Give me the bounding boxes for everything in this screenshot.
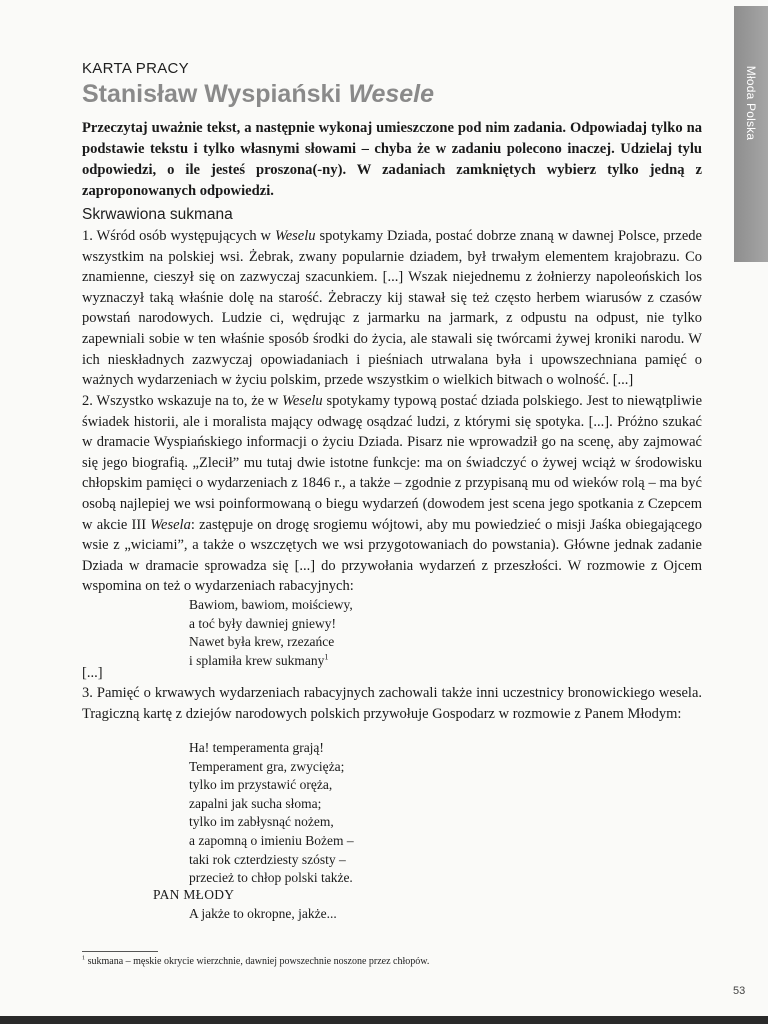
instructions: Przeczytaj uważnie tekst, a następnie wykonaj umieszczone pod nim zadania. Odpowiadaj tylko na podstawie tekstu i tylko własnymi słowami – chyba że w zadaniu polecono inaczej. Udzielaj tylu odpowiedzi, o ile jesteś proszona(-ny). W zadaniach zamkniętych wybierz tylko jedną z zaproponowanych odpowiedzi. <box>82 120 702 199</box>
work-title-inline: Wesela <box>150 516 191 533</box>
footnote-text: sukmana – męskie okrycie wierzchnie, dawniej powszechnie noszone przez chłopów. <box>87 956 430 967</box>
work-title-inline: Weselu <box>282 393 323 409</box>
verse-line: a zapomną o imieniu Bożem – <box>189 832 354 848</box>
title-work: Wesele <box>348 80 435 108</box>
verse-line: przecież to chłop polski także. <box>189 870 353 886</box>
verse-line: i splamiła krew sukmany <box>189 652 325 668</box>
page-edge-shadow <box>0 1016 768 1024</box>
page-number: 53 <box>733 985 746 997</box>
verse-line: tylko im przystawić oręża, <box>189 777 333 793</box>
verse-line: taki rok czterdziesty szósty – <box>189 851 346 867</box>
verse-quote-2 <box>189 739 354 888</box>
footnote-divider <box>82 951 158 952</box>
paragraph-3 <box>82 683 702 724</box>
paragraph-1 <box>82 226 702 391</box>
verse-line: zapalni jak sucha słoma; <box>189 795 322 811</box>
verse-line: Nawet była krew, rzezańce <box>189 634 335 650</box>
verse-line: tylko im zabłysnąć nożem, <box>189 814 334 830</box>
paragraph-number: 3. <box>82 685 93 701</box>
work-title-inline: Weselu <box>274 228 316 244</box>
verse-line: Ha! temperamenta grają! <box>189 740 324 755</box>
page-title <box>82 80 434 109</box>
section-tab-label: Młoda Polska <box>744 65 758 141</box>
verse-line: Bawiom, bawiom, moiściewy, <box>189 597 353 612</box>
paragraph-number: 2. <box>82 393 93 409</box>
verse-line: Temperament gra, zwycięża; <box>189 758 345 774</box>
speaker-name: PAN MŁODY <box>153 887 235 902</box>
paragraph-text: : zastępuje on drogę srogiemu wójtowi, aby mu powiedzieć o misji Jaśka obiegającego wsie z „wiciami”, a także o wszczętych we wsi przygotowaniach do powstania). Główne jednak zadanie Dziada w dramacie sprowadza się [...] do przywołania wydarzeń z przeszłości. W rozmowie z Ojcem wspomina on też o wydarzeniach rabacyjnych: <box>82 516 702 595</box>
paragraph-text: Wśród osób występujących w <box>96 228 272 244</box>
worksheet-label: KARTA PRACY <box>82 60 189 77</box>
ellipsis: [...] <box>82 665 103 681</box>
verse-quote-1 <box>189 596 353 670</box>
title-author: Stanisław Wyspiański <box>82 80 342 108</box>
footnote <box>82 956 429 967</box>
paragraph-text: Wszystko wskazuje na to, że w <box>96 393 279 409</box>
paragraph-text: Pamięć o krwawych wydarzeniach rabacyjnych zachowali także inni uczestnicy bronowickiego wesela. Tragiczną kartę z dziejów narodowych polskich przywołuje Gospodarz w rozmowie z Panem Młodym: <box>82 685 703 722</box>
verse-line: a toć były dawniej gniewy! <box>189 615 336 631</box>
footnote-number: 1 <box>82 954 86 962</box>
paragraph-2 <box>82 391 702 597</box>
paragraph-text: spotykamy typową postać dziada polskiego. Jest to niewątpliwie świadek historii, ale i moralista mający odwagę osądzać ludzi, z którymi się spotyka. [...]. Próżno szukać w dramacie Wyspiańskiego informacji o życiu Dziada. Pisarz nie wprowadził go na scenę, aby zajmować się jego biografią. „Zlecił” mu tutaj dwie istotne funkcje: ma on świadczyć o żywej wciąż w środowisku chłopskim pamięci o wydarzeniach z 1846 r., a także – zgodnie z przypisaną mu od wieków rolą – ma być osobą najlepiej we wsi poinformowaną o biegu wydarzeń (dowodem jest scena jego spotkania z Czepcem w akcie III <box>82 393 703 533</box>
section-heading: Skrwawiona sukmana <box>82 206 233 223</box>
paragraph-text: spotykamy Dziada, postać dobrze znaną w dawnej Polsce, przede wszystkim na polskiej wsi. Żebrak, zwany popularnie dziadem, był trwałym elementem krajobrazu. Co znamienne, cieszył się on zazwyczaj szacunkiem. [...] Wszak niejednemu z żołnierzy napoleońskich los wyznaczył taką właśnie dolę na starość. Żebraczy kij stawał się też często herbem wiarusów z czasów powstań narodowych. Ludzie ci, wędrując z jarmarku na jarmark, z odpustu na odpust, nie tylko zapewniali sobie w ten właśnie sposób środki do życia, ale stawali się twórcami żywej kroniki narodu. W ich nieskładnych zazwyczaj opowiadaniach i pieśniach utrwalana była i upowszechniana pamięć o ważnych wydarzeniach w życiu polskim, przede wszystkim o wielkich bitwach o wolność. [...] <box>82 228 702 389</box>
paragraph-number: 1. <box>82 228 93 244</box>
footnote-marker: 1 <box>324 652 329 662</box>
speaker-line: A jakże to okropne, jakże... <box>189 906 337 921</box>
